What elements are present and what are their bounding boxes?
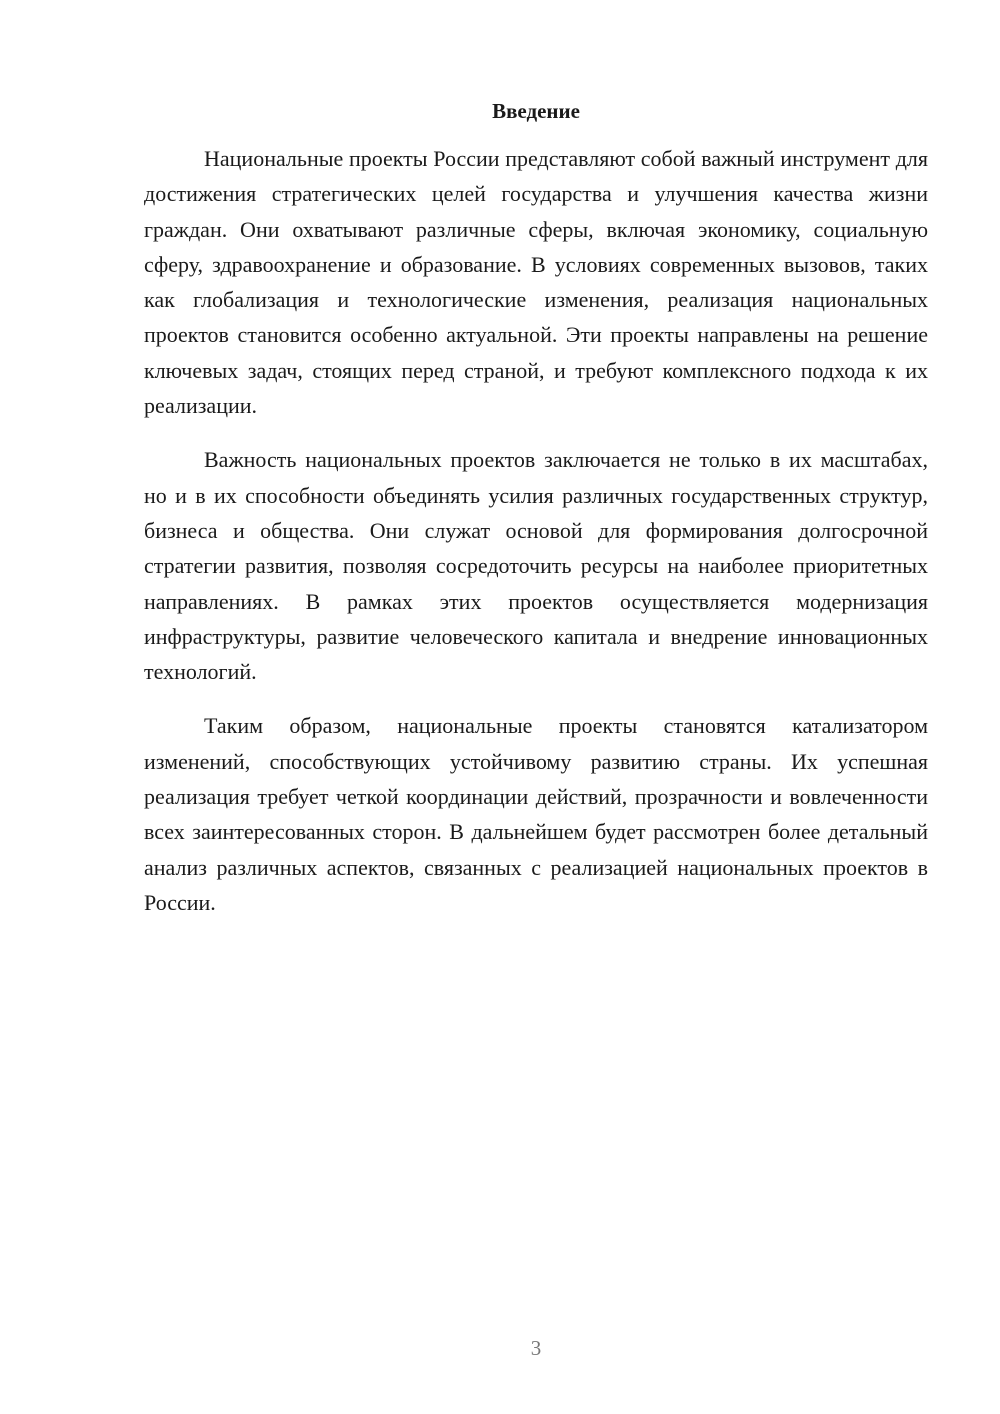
page-number: 3 [530,1336,542,1360]
page-title: Введение [492,99,580,123]
paragraph-conclusion: Таким образом, национальные проекты становятся катализатором изменений, способствующих устойчивому развитию страны. Их успешная реализация требует четкой координации действий, прозрачности и вовлеченности всех заинтересованных сторон. В дальнейшем будет рассмотрен более детальный анализ различных аспектов, связанных с реализацией национальных проектов в России. [144,713,928,915]
document-body [144,141,928,939]
paragraph-intro: Национальные проекты России представляют собой важный инструмент для достижения стратегических целей государства и улучшения качества жизни граждан. Они охватывают различные сферы, включая экономику, социальную сферу, здравоохранение и образование. В условиях современных вызовов, таких как глобализация и технологические изменения, реализация национальных проектов становится особенно актуальной. Эти проекты направлены на решение ключевых задач, стоящих перед страной, и требуют комплексного подхода к их реализации. [144,146,928,419]
paragraph-importance: Важность национальных проектов заключается не только в их масштабах, но и в их способности объединять усилия различных государственных структур, бизнеса и общества. Они служат основой для формирования долгосрочной стратегии развития, позволяя сосредоточить ресурсы на наиболее приоритетных направлениях. В рамках этих проектов осуществляется модернизация инфраструктуры, развитие человеческого капитала и внедрение инновационных технологий. [144,447,928,685]
